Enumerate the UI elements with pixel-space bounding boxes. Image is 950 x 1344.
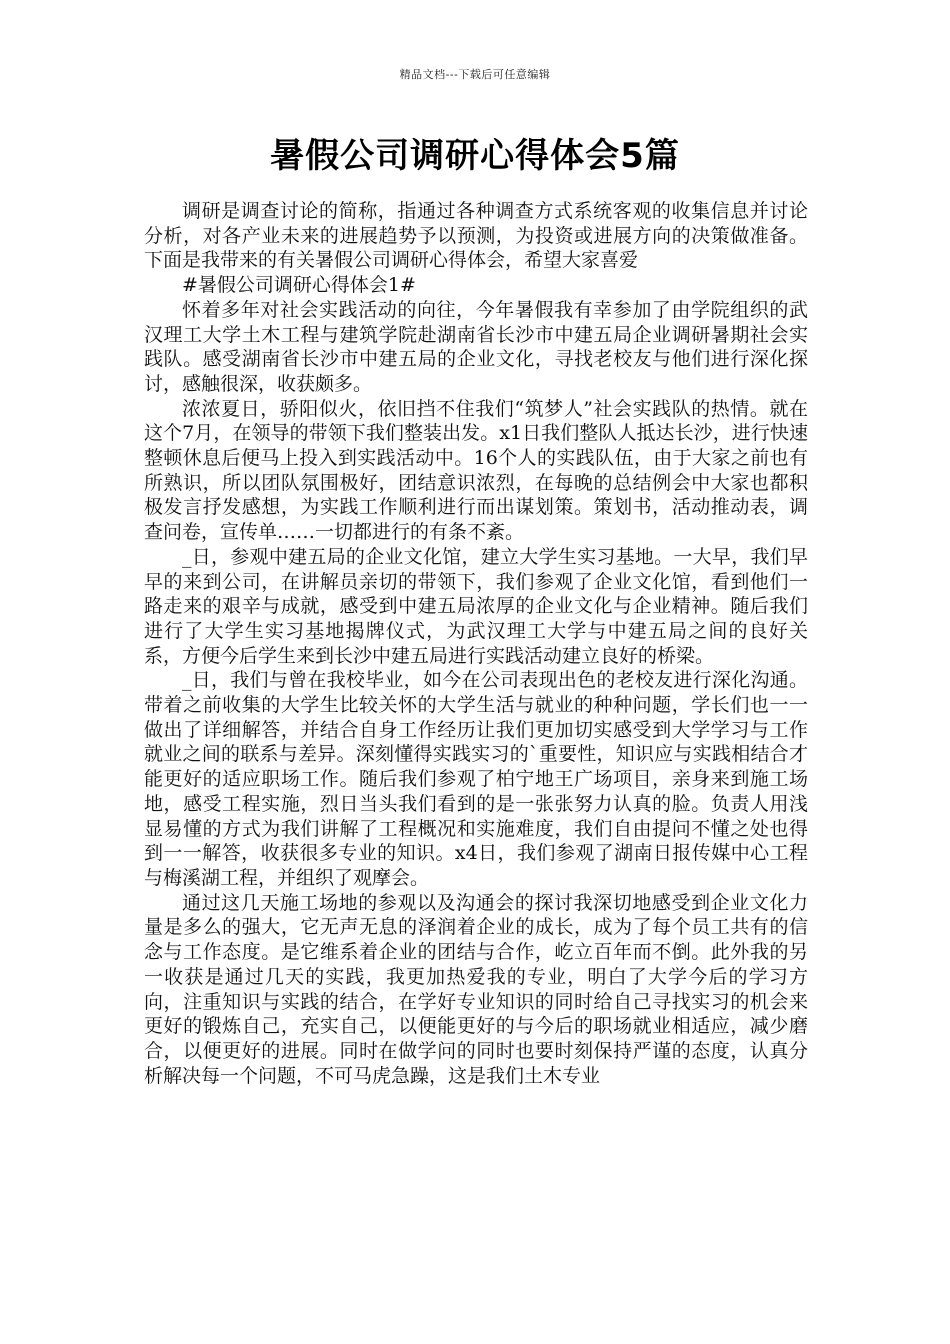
paragraph: 浓浓夏日，骄阳似火，依旧挡不住我们“筑梦人”社会实践队的热情。就在这个7月，在领导的带领下我们整装出发。x1日我们整队人抵达长沙，进行快速整顿休息后便马上投入到实践活动中。16个人的实践队伍，由于大家之前也有所熟识，所以团队氛围极好，团结意识浓烈，在每晚的总结例会中大家也都积极发言抒发感想，为实践工作顺利进行而出谋划策。策划书，活动推动表，调查问卷，宣传单……一切都进行的有条不紊。 [144, 397, 808, 544]
document-title: 暑假公司调研心得体会5篇 [270, 136, 680, 176]
header-note: 精品文档---下载后可任意编辑 [399, 68, 551, 81]
document-body [144, 199, 808, 1088]
section-heading-1: #暑假公司调研心得体会1# [182, 274, 416, 297]
paragraph: _日，我们与曾在我校毕业，如今在公司表现出色的老校友进行深化沟通。带着之前收集的大学生比较关怀的大学生活与就业的种种问题，学长们也一一做出了详细解答，并结合自身工作经历让我们更加切实感受到大学学习与工作就业之间的联系与差异。深刻懂得实践实习的`重要性，知识应与实践相结合才能更好的适应职场工作。随后我们参观了柏宁地王广场项目，亲身来到施工场地，感受工程实施，烈日当头我们看到的是一张张努力认真的脸。负责人用浅显易懂的方式为我们讲解了工程概况和实施难度，我们自由提问不懂之处也得到一一解答，收获很多专业的知识。x4日，我们参观了湖南日报传媒中心工程与梅溪湖工程，并组织了观摩会。 [144, 669, 808, 889]
paragraph-intro: 调研是调查讨论的简称，指通过各种调查方式系统客观的收集信息并讨论分析，对各产业未来的进展趋势予以预测，为投资或进展方向的决策做准备。下面是我带来的有关暑假公司调研心得体会，希望大家喜爱 [144, 200, 808, 272]
paragraph: _日，参观中建五局的企业文化馆，建立大学生实习基地。一大早，我们早早的来到公司，在讲解员亲切的带领下，我们参观了企业文化馆，看到他们一路走来的艰辛与成就，感受到中建五局浓厚的企业文化与企业精神。随后我们进行了大学生实习基地揭牌仪式，为武汉理工大学与中建五局之间的良好关系，方便今后学生来到长沙中建五局进行实践活动建立良好的桥梁。 [144, 545, 808, 667]
paragraph: 通过这几天施工场地的参观以及沟通会的探讨我深切地感受到企业文化力量是多么的强大，它无声无息的泽润着企业的成长，成为了每个员工共有的信念与工作态度。是它维系着企业的团结与合作，屹立百年而不倒。此外我的另一收获是通过几天的实践，我更加热爱我的专业，明白了大学今后的学习方向，注重知识与实践的结合，在学好专业知识的同时给自己寻找实习的机会来更好的锻炼自己，充实自己，以便能更好的与今后的职场就业相适应，减少磨合，以便更好的进展。同时在做学问的同时也要时刻保持严谨的态度，认真分析解决每一个问题，不可马虎急躁，这是我们土木专业 [144, 891, 808, 1087]
paragraph: 怀着多年对社会实践活动的向往，今年暑假我有幸参加了由学院组织的武汉理工大学土木工程与建筑学院赴湖南省长沙市中建五局企业调研暑期社会实践队。感受湖南省长沙市中建五局的企业文化，寻找老校友与他们进行深化探讨，感触很深，收获颇多。 [144, 298, 808, 395]
